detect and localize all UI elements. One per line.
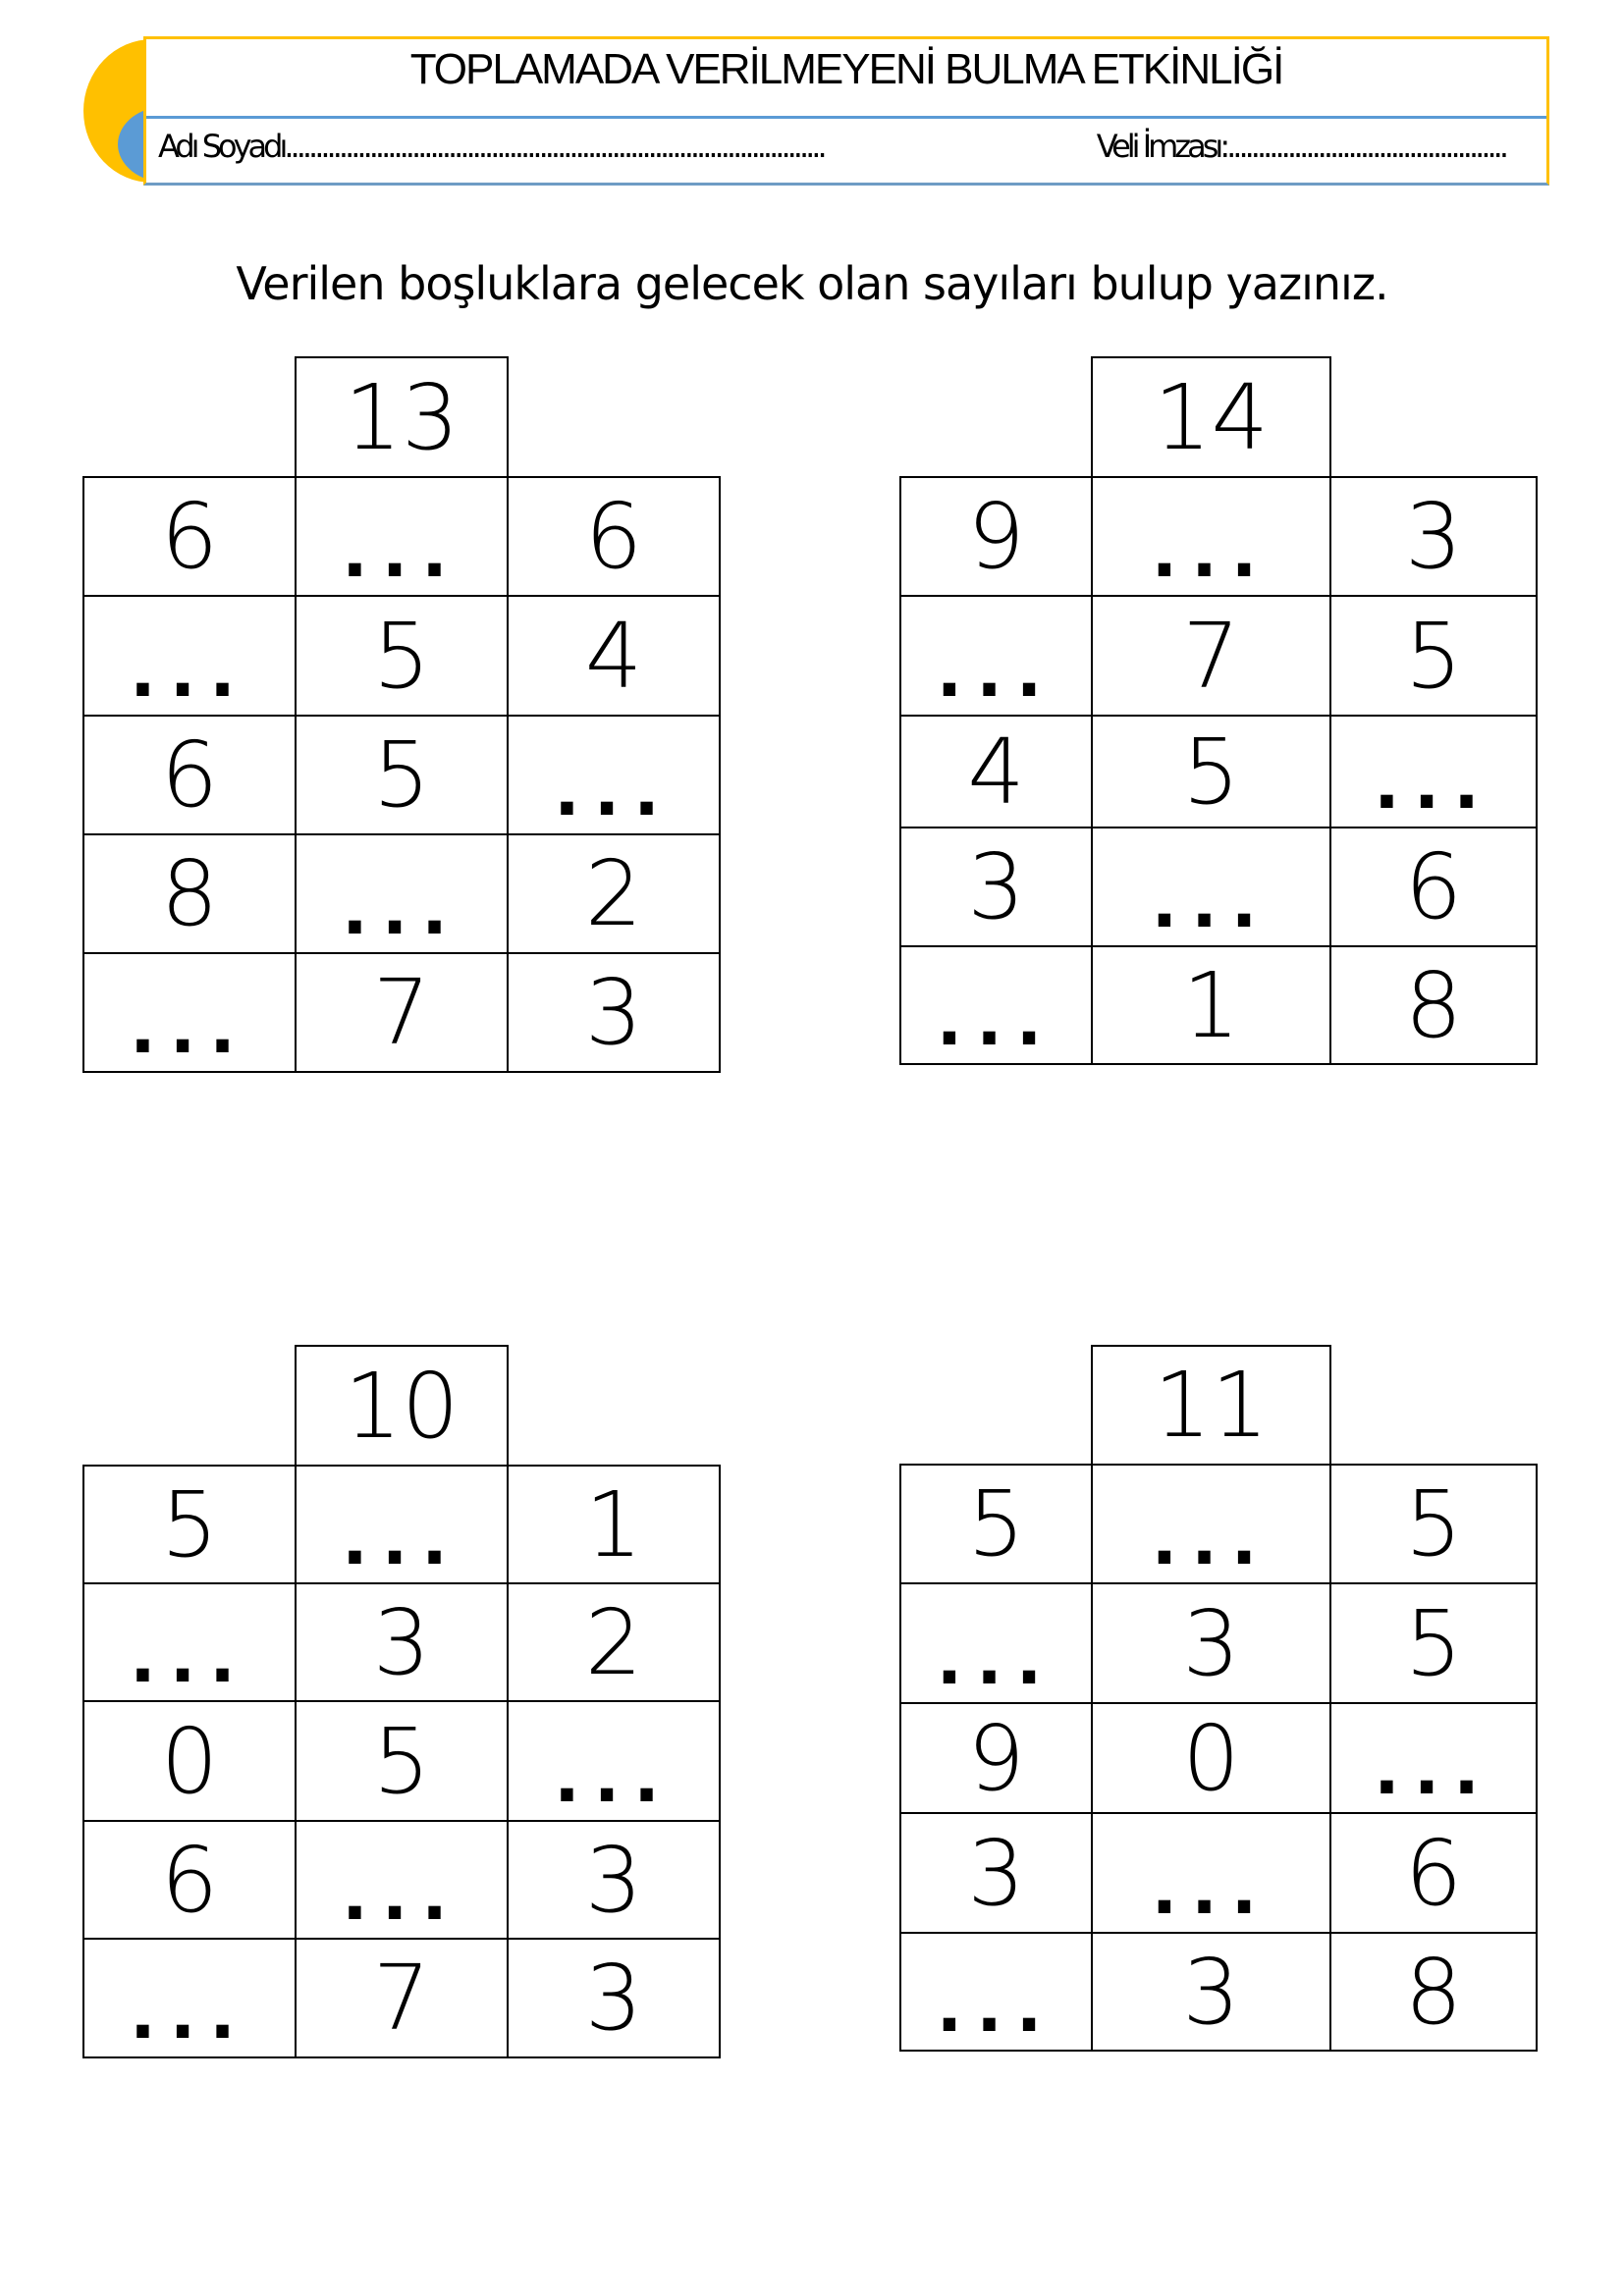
- second-addend: 5: [295, 595, 509, 717]
- answer-blank[interactable]: ...: [295, 1820, 509, 1940]
- first-addend: 5: [82, 1465, 297, 1584]
- second-addend: 1: [1091, 945, 1331, 1065]
- third-addend: 8: [1329, 945, 1538, 1065]
- answer-blank[interactable]: ...: [295, 1465, 509, 1584]
- answer-blank[interactable]: ...: [82, 1582, 297, 1702]
- first-addend: 3: [899, 827, 1093, 947]
- third-addend: 2: [507, 833, 721, 954]
- answer-blank[interactable]: ...: [507, 1700, 721, 1822]
- answer-blank[interactable]: ...: [1091, 1464, 1331, 1584]
- third-addend: 5: [1329, 595, 1538, 717]
- second-addend: 5: [295, 715, 509, 835]
- third-addend: 5: [1329, 1582, 1538, 1704]
- second-addend: 5: [295, 1700, 509, 1822]
- answer-blank[interactable]: ...: [899, 945, 1093, 1065]
- first-addend: 5: [899, 1464, 1093, 1584]
- answer-blank[interactable]: ...: [1329, 715, 1538, 828]
- first-addend: 8: [82, 833, 297, 954]
- first-addend: 6: [82, 715, 297, 835]
- first-addend: 3: [899, 1812, 1093, 1934]
- answer-blank[interactable]: ...: [1329, 1702, 1538, 1814]
- name-field[interactable]: Adı Soyadı.........................................................................................: [158, 128, 824, 165]
- third-addend: 3: [507, 1820, 721, 1940]
- answer-blank[interactable]: ...: [1091, 827, 1331, 947]
- answer-blank[interactable]: ...: [507, 715, 721, 835]
- third-addend: 8: [1329, 1932, 1538, 2052]
- second-addend: 3: [1091, 1932, 1331, 2052]
- third-addend: 6: [1329, 1812, 1538, 1934]
- answer-blank[interactable]: ...: [1091, 1812, 1331, 1934]
- second-addend: 7: [1091, 595, 1331, 717]
- answer-blank[interactable]: ...: [295, 476, 509, 597]
- second-addend: 0: [1091, 1702, 1331, 1814]
- third-addend: 3: [507, 952, 721, 1073]
- second-addend: 5: [1091, 715, 1331, 828]
- worksheet-title: TOPLAMADA VERİLMEYENİ BULMA ETKİNLİĞİ: [409, 45, 1283, 93]
- third-addend: 3: [1329, 476, 1538, 597]
- total-box: 13: [295, 356, 509, 478]
- first-addend: 6: [82, 476, 297, 597]
- second-addend: 7: [295, 952, 509, 1073]
- second-addend: 3: [1091, 1582, 1331, 1704]
- first-addend: 6: [82, 1820, 297, 1940]
- third-addend: 5: [1329, 1464, 1538, 1584]
- first-addend: 4: [899, 715, 1093, 828]
- third-addend: 1: [507, 1465, 721, 1584]
- third-addend: 6: [507, 476, 721, 597]
- answer-blank[interactable]: ...: [82, 1938, 297, 2058]
- answer-blank[interactable]: ...: [1091, 476, 1331, 597]
- second-addend: 3: [295, 1582, 509, 1702]
- third-addend: 6: [1329, 827, 1538, 947]
- answer-blank[interactable]: ...: [295, 833, 509, 954]
- total-box: 10: [295, 1345, 509, 1467]
- answer-blank[interactable]: ...: [899, 595, 1093, 717]
- answer-blank[interactable]: ...: [899, 1582, 1093, 1704]
- first-addend: 9: [899, 476, 1093, 597]
- answer-blank[interactable]: ...: [82, 595, 297, 717]
- total-box: 14: [1091, 356, 1331, 478]
- header-box: [143, 36, 1549, 186]
- third-addend: 2: [507, 1582, 721, 1702]
- answer-blank[interactable]: ...: [82, 952, 297, 1073]
- second-addend: 7: [295, 1938, 509, 2058]
- third-addend: 4: [507, 595, 721, 717]
- total-box: 11: [1091, 1345, 1331, 1466]
- instruction-text: Verilen boşluklara gelecek olan sayıları bulup yazınız.: [236, 257, 1388, 310]
- answer-blank[interactable]: ...: [899, 1932, 1093, 2052]
- first-addend: 0: [82, 1700, 297, 1822]
- third-addend: 3: [507, 1938, 721, 2058]
- parent-signature-field[interactable]: Veli İmzası:..............................................: [1096, 128, 1505, 165]
- header-divider: [146, 116, 1546, 119]
- first-addend: 9: [899, 1702, 1093, 1814]
